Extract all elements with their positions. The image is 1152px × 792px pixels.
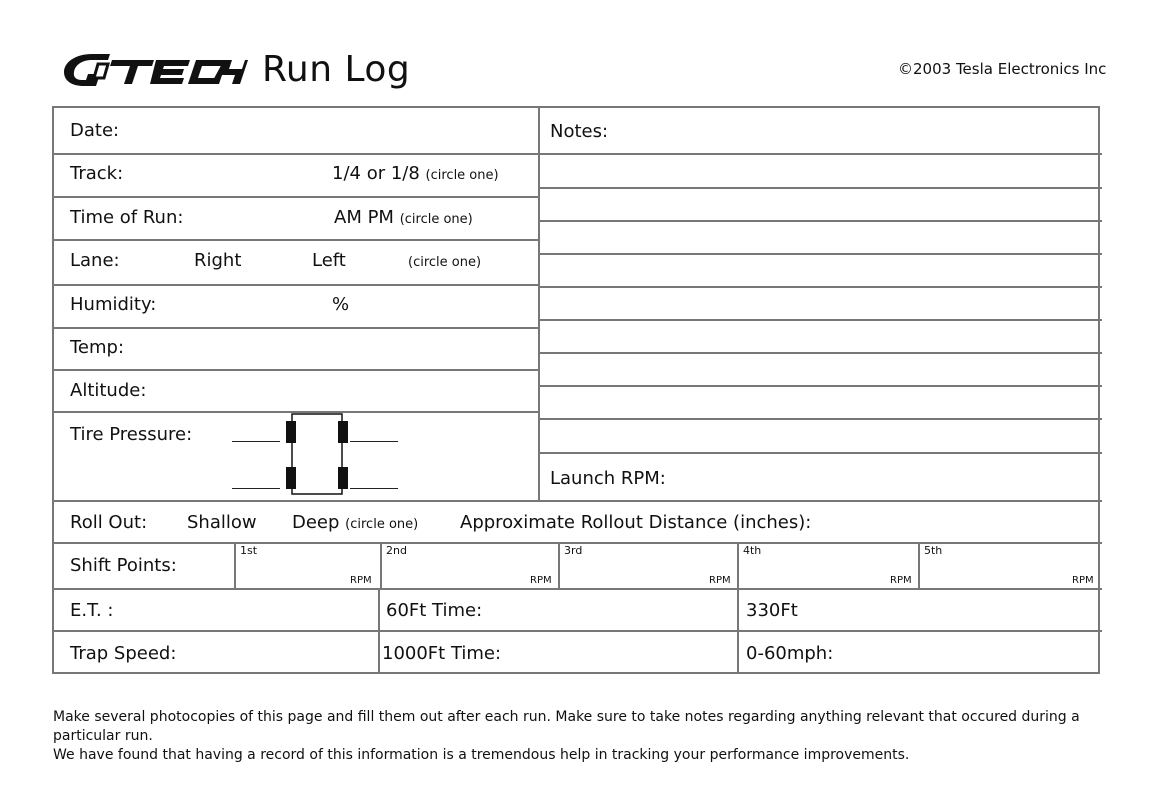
divider bbox=[54, 284, 540, 286]
roll-out-label: Roll Out: bbox=[70, 512, 148, 533]
track-options-text: 1/4 or 1/8 bbox=[332, 163, 420, 184]
notes-line bbox=[538, 253, 1102, 255]
thousand-ft-time-label: 1000Ft Time: bbox=[382, 643, 502, 664]
divider bbox=[54, 630, 1102, 632]
tire-pressure-label: Tire Pressure: bbox=[70, 424, 193, 445]
divider bbox=[234, 542, 236, 590]
date-label: Date: bbox=[70, 120, 120, 141]
divider bbox=[54, 196, 540, 198]
rpm-unit: RPM bbox=[350, 575, 372, 586]
copyright-notice: ©2003 Tesla Electronics Inc bbox=[898, 60, 1107, 78]
am-pm-options bbox=[334, 207, 473, 228]
notes-line bbox=[538, 187, 1102, 189]
run-log-form bbox=[52, 106, 1100, 674]
altitude-label: Altitude: bbox=[70, 380, 147, 401]
lane-left: Left bbox=[312, 250, 346, 271]
notes-line bbox=[538, 452, 1102, 454]
roll-out-shallow: Shallow bbox=[187, 512, 257, 533]
rpm-unit: RPM bbox=[1072, 575, 1094, 586]
sixty-ft-time-label: 60Ft Time: bbox=[386, 600, 483, 621]
divider bbox=[54, 327, 540, 329]
humidity-label: Humidity: bbox=[70, 294, 157, 315]
et-label: E.T. : bbox=[70, 600, 114, 621]
three-thirty-ft-label: 330Ft bbox=[746, 600, 798, 621]
circle-one-note: (circle one) bbox=[345, 517, 419, 532]
notes-line bbox=[538, 153, 1102, 155]
divider bbox=[378, 588, 380, 674]
circle-one-note: (circle one) bbox=[399, 212, 473, 227]
tire-pressure-blank-front-left bbox=[232, 441, 280, 442]
tire-pressure-blank-front-right bbox=[350, 441, 398, 442]
roll-out-deep: Deep bbox=[292, 512, 340, 533]
notes-line bbox=[538, 286, 1102, 288]
temp-label: Temp: bbox=[70, 337, 125, 358]
notes-line bbox=[538, 220, 1102, 222]
circle-one-note: (circle one) bbox=[425, 168, 499, 183]
divider bbox=[54, 153, 540, 155]
divider bbox=[558, 542, 560, 588]
notes-line bbox=[538, 418, 1102, 420]
launch-rpm-label: Launch RPM: bbox=[550, 468, 666, 489]
lane-right: Right bbox=[194, 250, 242, 271]
tire-pressure-blank-rear-right bbox=[350, 488, 398, 489]
rpm-unit: RPM bbox=[530, 575, 552, 586]
rpm-unit: RPM bbox=[709, 575, 731, 586]
divider bbox=[380, 542, 382, 588]
gtech-logo-graphic bbox=[62, 50, 252, 90]
gtech-logo bbox=[62, 46, 252, 90]
zero-sixty-label: 0-60mph: bbox=[746, 643, 834, 664]
rpm-unit: RPM bbox=[890, 575, 912, 586]
notes-line bbox=[538, 352, 1102, 354]
divider bbox=[737, 542, 739, 588]
track-options bbox=[332, 163, 499, 184]
divider bbox=[737, 588, 739, 674]
gear-3-label: 3rd bbox=[564, 544, 583, 557]
divider bbox=[54, 369, 540, 371]
divider bbox=[54, 239, 540, 241]
car-tire-diagram-icon bbox=[282, 412, 348, 498]
notes-line bbox=[538, 319, 1102, 321]
instructions-line-1: Make several photocopies of this page and fill them out after each run. Make sure to take notes regarding anything relevant that occured during a particular run. bbox=[53, 709, 1080, 744]
gear-5-label: 5th bbox=[924, 544, 943, 557]
divider bbox=[918, 542, 920, 588]
time-of-run-label: Time of Run: bbox=[70, 207, 184, 228]
track-label: Track: bbox=[70, 163, 124, 184]
lane-label: Lane: bbox=[70, 250, 120, 271]
tire-pressure-blank-rear-left bbox=[232, 488, 280, 489]
divider bbox=[54, 588, 1102, 590]
divider bbox=[54, 500, 1102, 502]
notes-line bbox=[538, 385, 1102, 387]
page-title: Run Log bbox=[262, 49, 411, 90]
trap-speed-label: Trap Speed: bbox=[70, 643, 177, 664]
divider-notes bbox=[538, 108, 540, 500]
notes-label: Notes: bbox=[550, 121, 609, 142]
roll-out-deep-option bbox=[292, 512, 418, 533]
shift-points-label: Shift Points: bbox=[70, 555, 177, 576]
rollout-distance-label: Approximate Rollout Distance (inches): bbox=[460, 512, 812, 533]
instructions-line-2: We have found that having a record of this information is a tremendous help in tracking your performance improvements. bbox=[53, 747, 910, 763]
gear-2-label: 2nd bbox=[386, 544, 407, 557]
humidity-unit: % bbox=[332, 294, 350, 315]
gear-1-label: 1st bbox=[240, 544, 258, 557]
instructions bbox=[53, 708, 1133, 765]
gear-4-label: 4th bbox=[743, 544, 762, 557]
circle-one-note: (circle one) bbox=[408, 255, 482, 270]
am-pm-text: AM PM bbox=[334, 207, 394, 228]
